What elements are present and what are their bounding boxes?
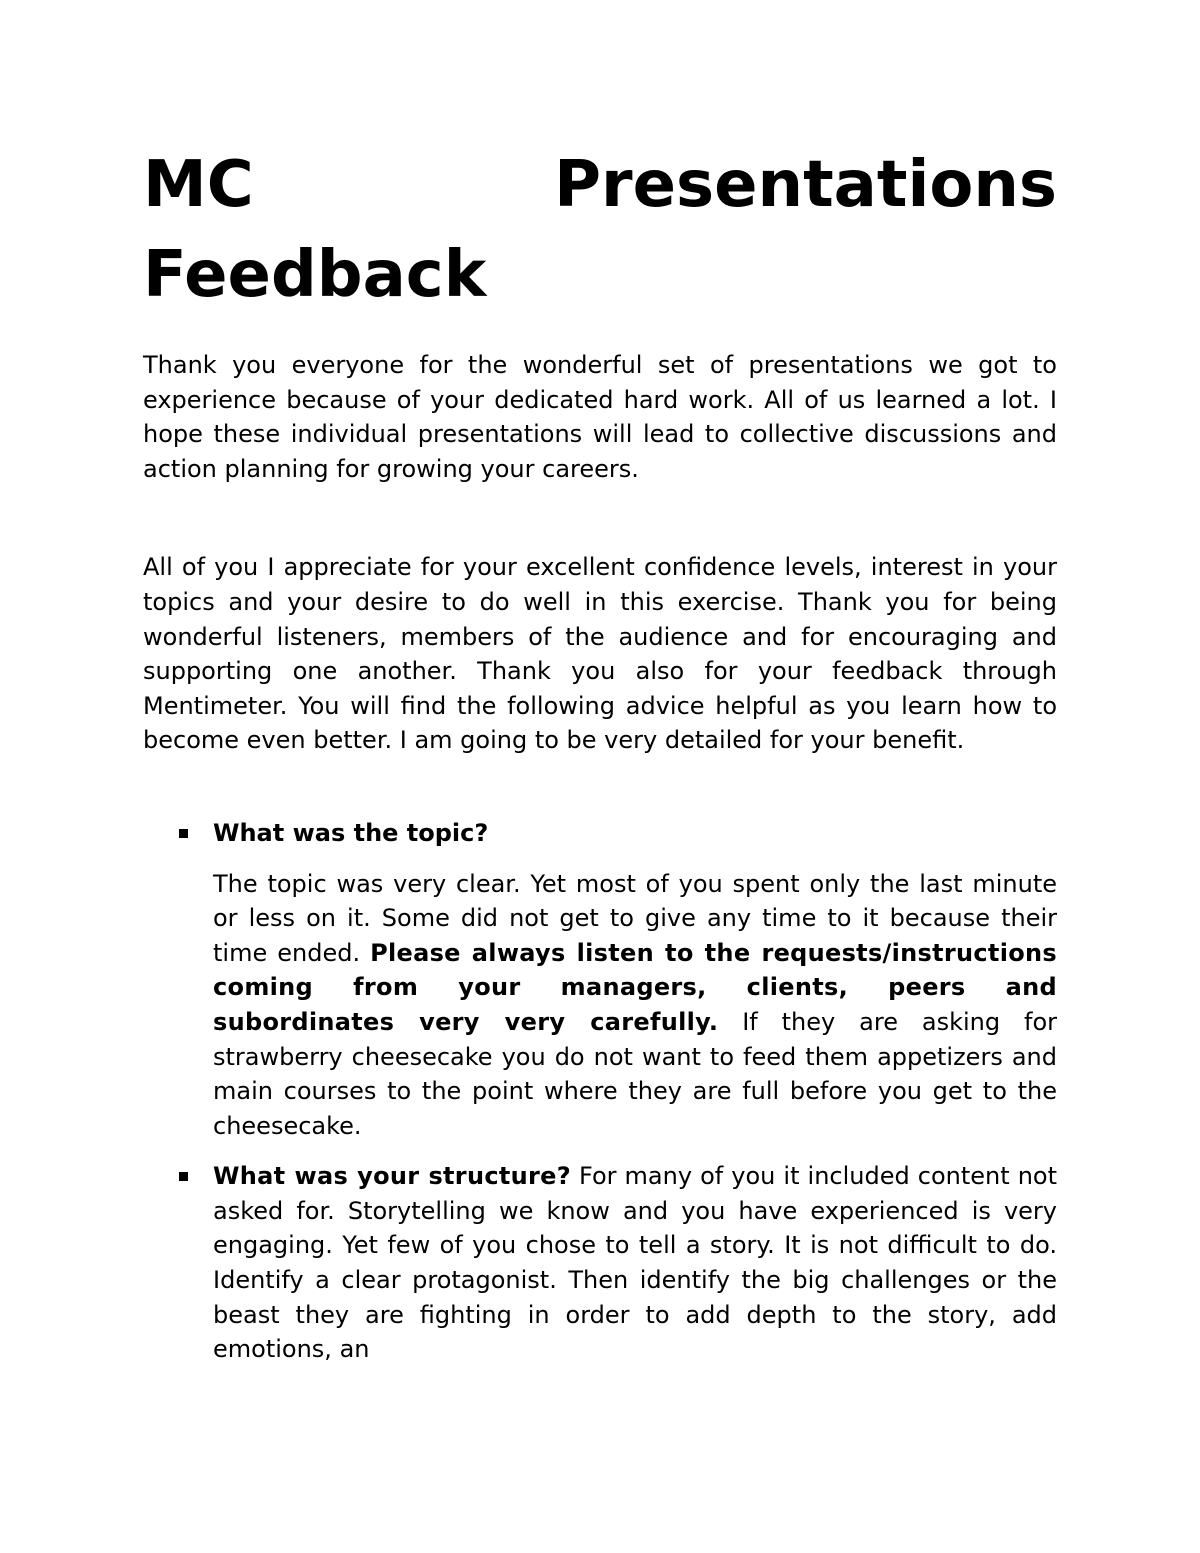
- feedback-body-text: If they are asking for strawberry cheesecake you do not want to feed them appetizers and main courses to the point where they are full before you get to the cheesecake.: [213, 1007, 1057, 1140]
- appreciation-paragraph: All of you I appreciate for your excellent confidence levels, interest in your topics and your desire to do well in this exercise. Thank you for being wonderful listeners, members of the audience and for encouraging and supporting one another. Thank you also for your feedback through Mentimeter. You will find the following advice helpful as you learn how to become even better. I am going to be very detailed for your benefit.: [143, 553, 1057, 755]
- document-page: [143, 140, 1057, 1367]
- paragraph-spacer: [143, 486, 1057, 550]
- feedback-item-structure: [143, 1159, 1057, 1367]
- feedback-body-text: The topic was very clear. Yet most of you spent only the last minute or less on it. Some did not get to give any time to it because their time ended.: [213, 869, 1057, 967]
- feedback-list: [143, 816, 1057, 1367]
- square-bullet-icon: [179, 1172, 188, 1181]
- feedback-item-heading: What was your structure?: [213, 1162, 571, 1191]
- feedback-item-topic: [143, 816, 1057, 1143]
- square-bullet-icon: [179, 829, 188, 838]
- feedback-body-emphasis: Please always listen to the requests/instructions coming from your managers, clients, peers and subordinates very very carefully.: [213, 938, 1057, 1036]
- feedback-body-text: For many of you it included content not asked for. Storytelling we know and you have experienced is very engaging. Yet few of you chose to tell a story. It is not difficult to do. Identify a clear protagonist. Then identify the big challenges or the beast they are fighting in order to add depth to the story, add emotions, an: [213, 1162, 1058, 1364]
- paragraph-spacer: [143, 758, 1057, 816]
- feedback-item-body: [213, 867, 1057, 1144]
- feedback-item-heading: What was the topic?: [213, 818, 489, 847]
- document-title: MC Presentations Feedback: [143, 148, 1057, 312]
- feedback-item-body: [213, 1159, 1057, 1367]
- intro-paragraph: Thank you everyone for the wonderful set of presentations we got to experience because of your dedicated hard work. All of us learned a lot. I hope these individual presentations will lead to collective discussions and action planning for growing your careers.: [143, 351, 1057, 483]
